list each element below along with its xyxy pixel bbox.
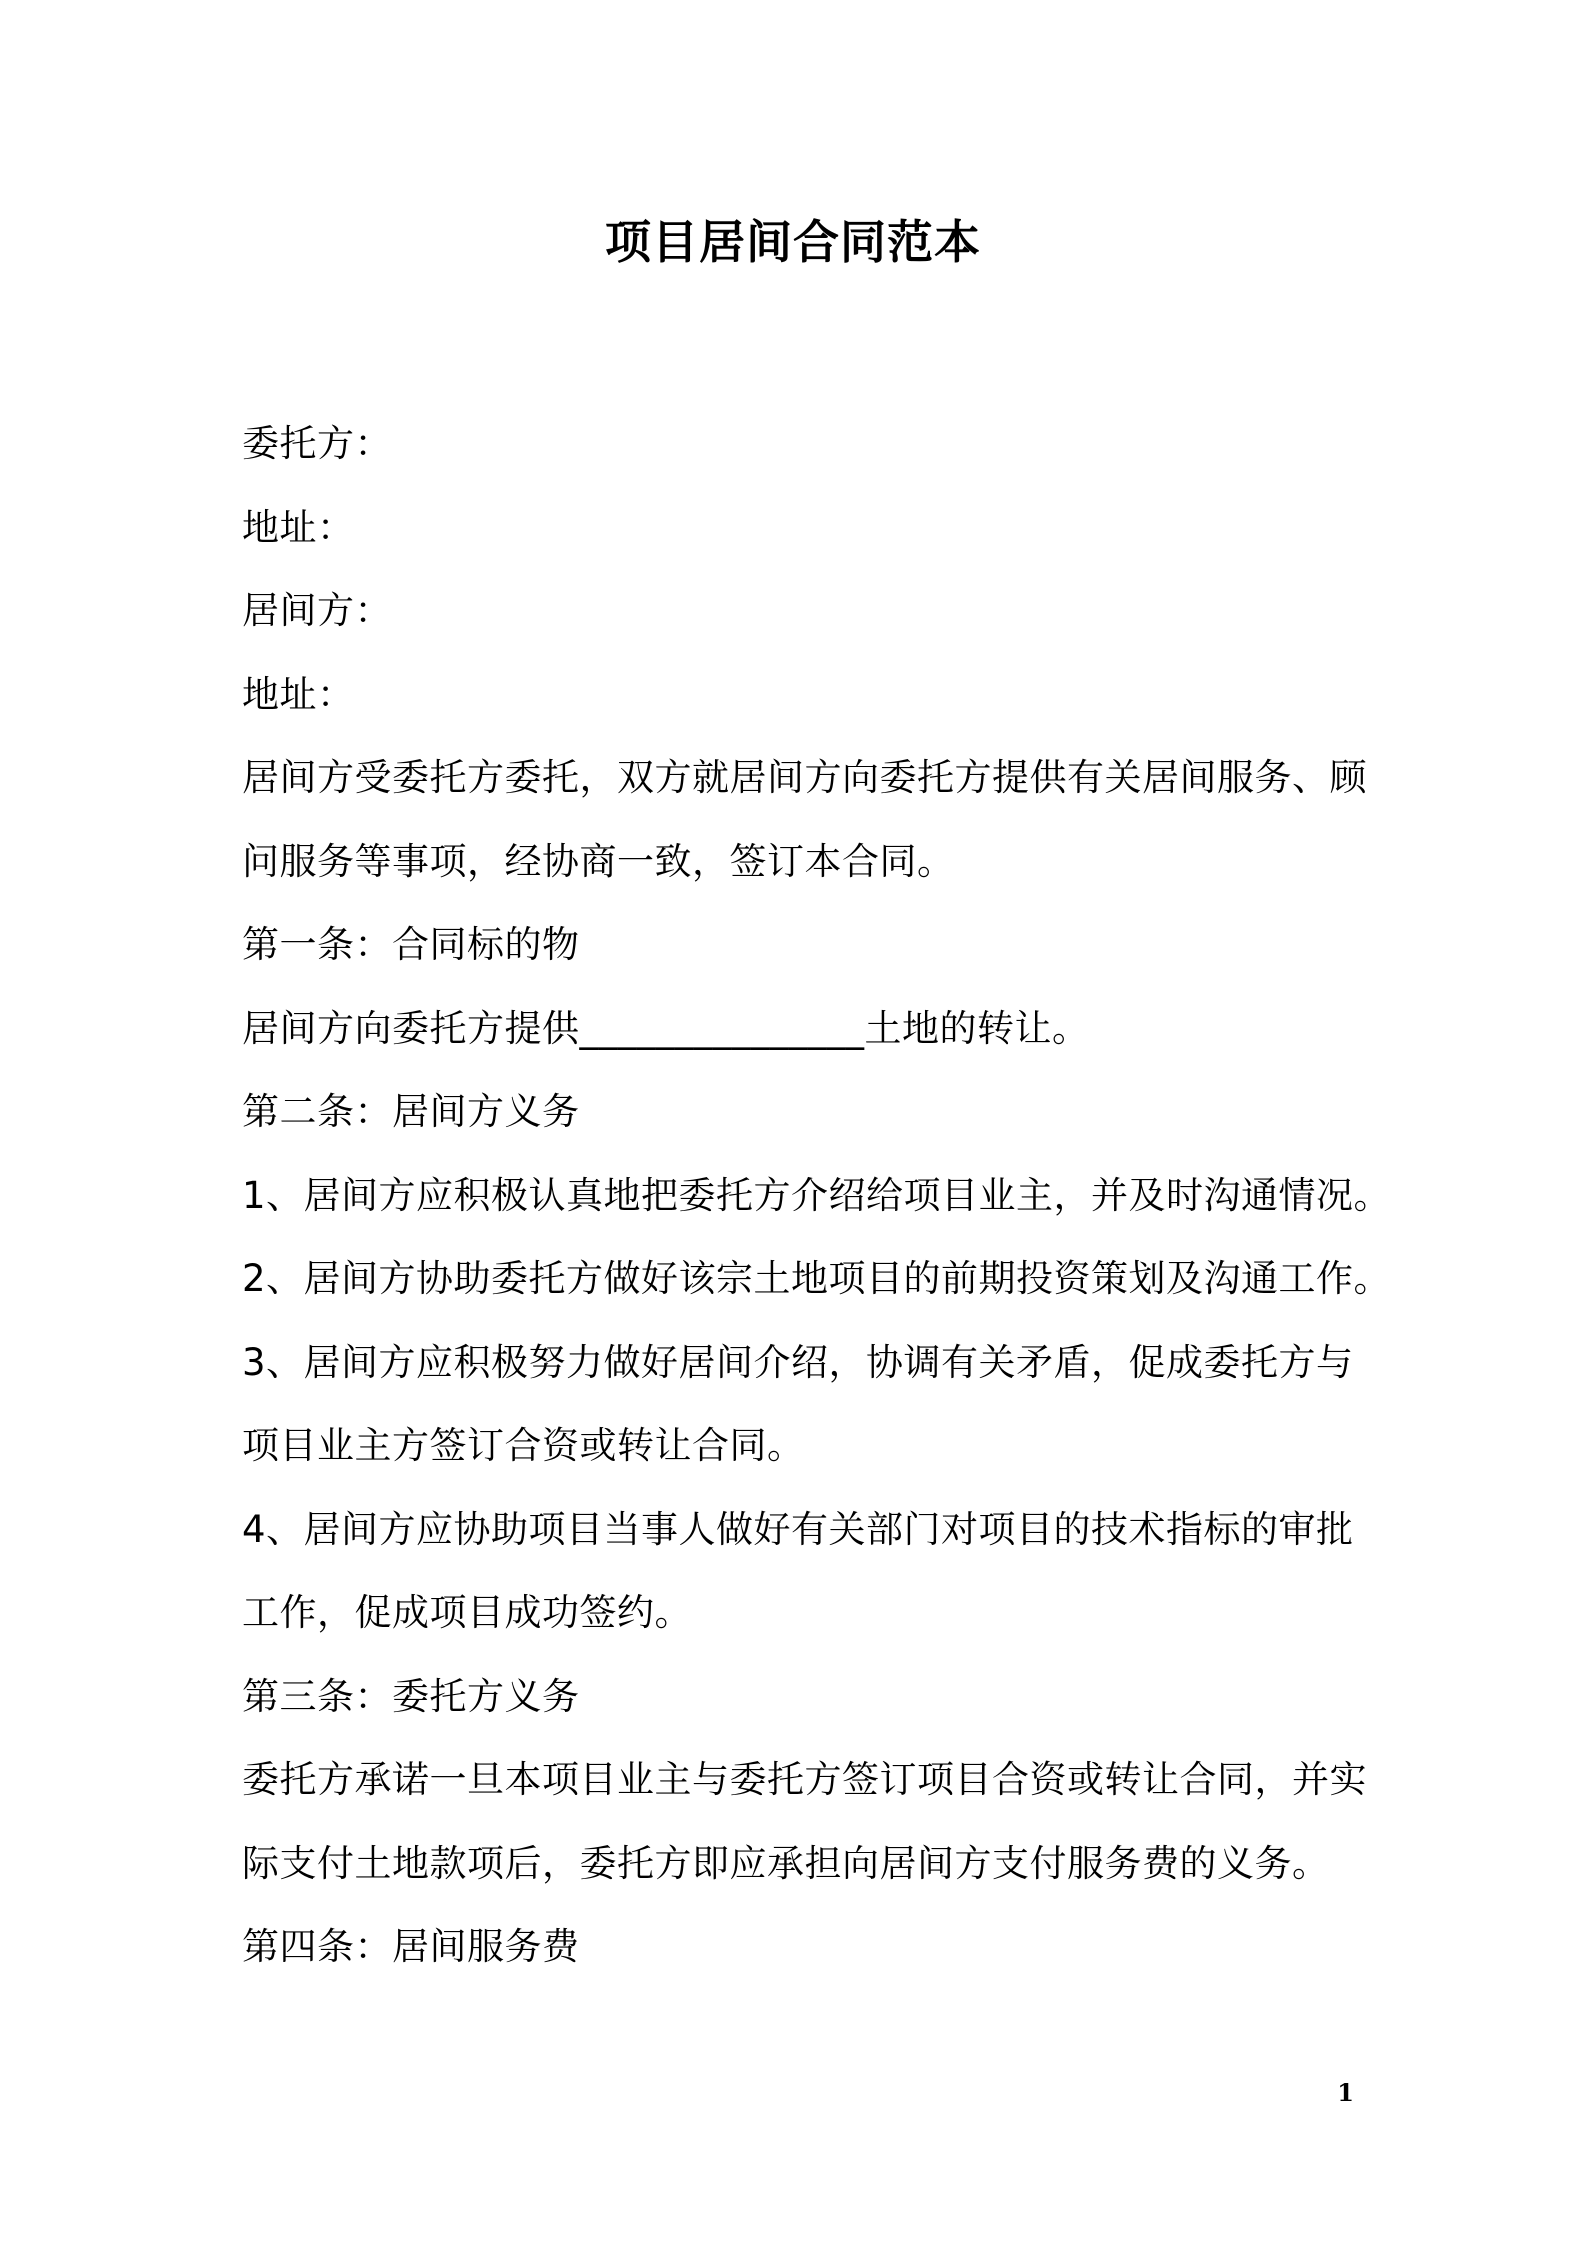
client-address-label: 地址： bbox=[242, 505, 355, 549]
article-2-item-2: 2、居间方协助委托方做好该宗土地项目的前期投资策划及沟通工作。 bbox=[242, 1257, 1392, 1300]
article-3-text-line-1: 委托方承诺一旦本项目业主与委托方签订项目合资或转让合同，并实 bbox=[242, 1758, 1367, 1801]
article-2-item-4-line-2: 工作，促成项目成功签约。 bbox=[242, 1591, 692, 1634]
article-4-heading: 第四条：居间服务费 bbox=[242, 1925, 580, 1968]
article-3-heading: 第三条：委托方义务 bbox=[242, 1674, 580, 1718]
preamble-line-1: 居间方受委托方委托，双方就居间方向委托方提供有关居间服务、顾 bbox=[242, 756, 1367, 799]
article-2-heading: 第二条：居间方义务 bbox=[242, 1090, 580, 1133]
article-1-text: 居间方向委托方提供_______________土地的转让。 bbox=[242, 1006, 1090, 1050]
client-label: 委托方： bbox=[242, 422, 392, 465]
article-2-item-3-line-1: 3、居间方应积极努力做好居间介绍，协调有关矛盾，促成委托方与 bbox=[242, 1340, 1354, 1384]
article-2-item-1: 1、居间方应积极认真地把委托方介绍给项目业主，并及时沟通情况。 bbox=[242, 1173, 1392, 1217]
article-2-item-3-line-2: 项目业主方签订合资或转让合同。 bbox=[242, 1424, 805, 1467]
page-number: 1 bbox=[1337, 2078, 1354, 2107]
document-title: 项目居间合同范本 bbox=[605, 215, 981, 269]
document-body bbox=[242, 402, 1392, 1989]
preamble-line-2: 问服务等事项，经协商一致，签订本合同。 bbox=[242, 839, 955, 883]
intermediary-address-label: 地址： bbox=[242, 672, 355, 716]
article-3-text-line-2: 际支付土地款项后，委托方即应承担向居间方支付服务费的义务。 bbox=[242, 1841, 1330, 1885]
intermediary-label: 居间方： bbox=[242, 589, 392, 632]
article-2-item-4-line-1: 4、居间方应协助项目当事人做好有关部门对项目的技术指标的审批 bbox=[242, 1507, 1354, 1551]
article-1-heading: 第一条：合同标的物 bbox=[242, 923, 580, 966]
